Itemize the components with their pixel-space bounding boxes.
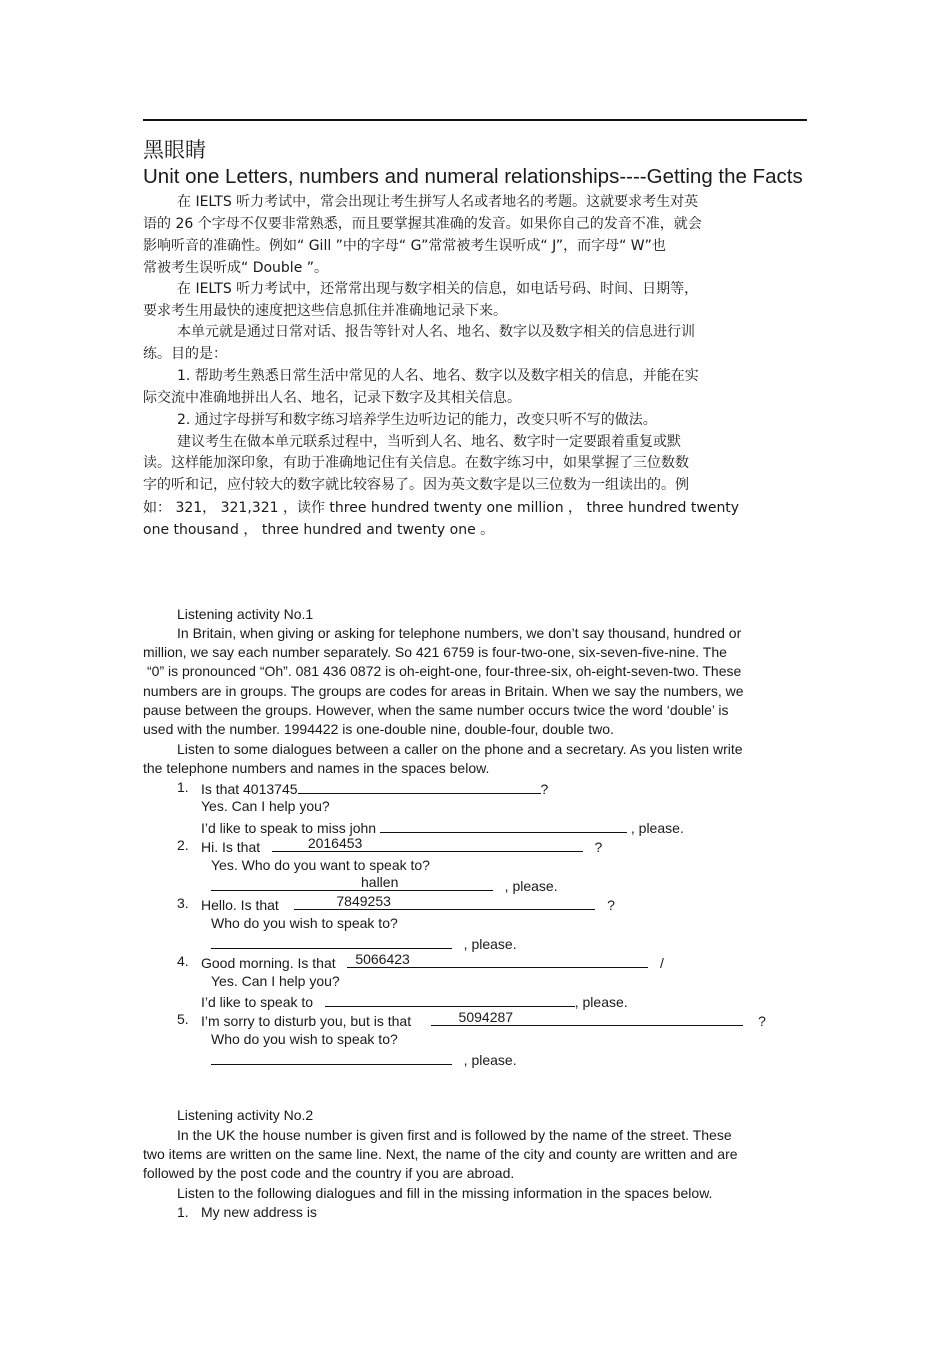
intro-line: 常被考生误听成“ Double ”。 <box>143 260 329 276</box>
intro-line: 练。目的是： <box>143 346 227 362</box>
intro-line: 如： 321， 321,321 ，读作 three hundred twenty one million ， three hundred twenty <box>143 500 740 516</box>
q5-row <box>201 1011 766 1029</box>
intro-line: 2. 通过字母拼写和数字练习培养学生边听边记的能力，改变只听不写的做法。 <box>177 412 657 428</box>
q1-name-blank[interactable] <box>380 818 627 833</box>
activity1-para-line: million, we say each number separately. So 421 6759 is four-two-one, six-seven-five-nine. The <box>143 644 727 660</box>
header-rule <box>143 119 807 121</box>
q1-text: Is that 4013745 <box>201 781 298 797</box>
q1-number: 1. <box>177 779 189 795</box>
activity2-para-line: In the UK the house number is given first and is followed by the name of the street. These <box>177 1127 732 1143</box>
q4-request-text: I’d like to speak to <box>201 994 314 1010</box>
q2-please: , please. <box>504 878 558 894</box>
activity2-para-line: followed by the post code and the country if you are abroad. <box>143 1165 515 1181</box>
activity2-instruction: Listen to the following dialogues and fill in the missing information in the spaces below. <box>177 1185 713 1201</box>
q3-blank[interactable] <box>294 895 595 910</box>
q2-text: Hi. Is that <box>201 839 261 855</box>
activity1-para-line: numbers are in groups. The groups are codes for areas in Britain. When we say the numbers, we <box>143 683 744 699</box>
q1-end: ? <box>540 781 549 797</box>
q5-blank[interactable] <box>431 1011 743 1026</box>
activity1-para-line: pause between the groups. However, when the same number occurs twice the word ‘double’ is <box>143 702 729 718</box>
q5-request <box>211 1050 517 1068</box>
brand-name: 黑眼睛 <box>143 139 206 162</box>
intro-line: 建议考生在做本单元联系过程中，当听到人名、地名、数字时一定要跟着重复或默 <box>177 434 681 450</box>
activity1-para-line: “0” is pronounced “Oh”. 081 436 0872 is oh-eight-one, four-three-six, oh-eight-seven-two. These <box>147 663 742 679</box>
activity1-instruction: Listen to some dialogues between a caller on the phone and a secretary. As you listen write <box>177 741 743 757</box>
intro-line: 影响听音的准确性。例如“ Gill ”中的字母“ G”常常被考生误听成“ J”，而字母“ W”也 <box>143 238 666 254</box>
q3-request <box>211 934 517 952</box>
q3-text: Hello. Is that <box>201 897 279 913</box>
intro-line: one thousand ， three hundred and twenty one 。 <box>143 522 495 538</box>
q2-name-answer: hallen <box>361 874 399 890</box>
activity2-q1-number: 1. <box>177 1204 189 1220</box>
q2-name-blank[interactable] <box>211 876 493 891</box>
q4-row <box>201 953 664 971</box>
q3-name-blank[interactable] <box>211 934 452 949</box>
q3-please: , please. <box>463 936 517 952</box>
q5-name-blank[interactable] <box>211 1050 452 1065</box>
q3-row <box>201 895 615 913</box>
q2-request <box>211 876 558 894</box>
intro-line: 在 IELTS 听力考试中，还常常出现与数字相关的信息，如电话号码、时间、日期等， <box>177 281 699 297</box>
q5-reply: Who do you wish to speak to? <box>211 1031 398 1047</box>
intro-line: 要求考生用最快的速度把这些信息抓住并准确地记录下来。 <box>143 303 507 319</box>
q2-answer: 2016453 <box>307 835 363 851</box>
q5-text: I’m sorry to disturb you, but is that <box>201 1013 412 1029</box>
q2-reply: Yes. Who do you want to speak to? <box>211 857 430 873</box>
page-title: Unit one Letters, numbers and numeral relationships----Getting the Facts <box>143 165 803 188</box>
q4-text: Good morning. Is that <box>201 955 336 971</box>
intro-line: 际交流中准确地拼出人名、地名，记录下数字及其相关信息。 <box>143 390 521 406</box>
q2-row <box>201 837 602 855</box>
q5-answer: 5094287 <box>458 1009 514 1025</box>
q4-answer: 5066423 <box>355 951 410 967</box>
intro-line: 字的听和记，应付较大的数字就比较容易了。因为英文数字是以三位数为一组读出的。例 <box>143 477 689 493</box>
q4-end: / <box>659 955 664 971</box>
activity2-heading: Listening activity No.2 <box>177 1107 314 1123</box>
q4-request <box>201 992 628 1010</box>
q4-please: , please. <box>574 994 628 1010</box>
q5-please: , please. <box>463 1052 517 1068</box>
q5-number: 5. <box>177 1011 189 1027</box>
q1-row <box>201 779 548 797</box>
q4-name-blank[interactable] <box>325 992 575 1007</box>
q1-please: , please. <box>630 820 684 836</box>
q3-reply: Who do you wish to speak to? <box>211 915 398 931</box>
activity1-heading: Listening activity No.1 <box>177 606 314 622</box>
activity1-para-line: In Britain, when giving or asking for telephone numbers, we don’t say thousand, hundred or <box>177 625 742 641</box>
activity2-para-line: two items are written on the same line. Next, the name of the city and county are written and are <box>143 1146 738 1162</box>
q1-request <box>201 818 684 836</box>
q3-answer: 7849253 <box>336 893 391 909</box>
q1-reply: Yes. Can I help you? <box>201 798 330 814</box>
intro-line: 1. 帮助考生熟悉日常生活中常见的人名、地名、数字以及数字相关的信息，并能在实 <box>177 368 699 384</box>
q2-end: ? <box>594 839 603 855</box>
q3-end: ? <box>607 897 615 913</box>
q2-number: 2. <box>177 837 189 853</box>
q2-blank[interactable] <box>272 837 583 852</box>
q1-blank[interactable] <box>298 779 541 794</box>
q1-request-text: I’d like to speak to miss john <box>201 820 377 836</box>
q3-number: 3. <box>177 895 189 911</box>
intro-line: 本单元就是通过日常对话、报告等针对人名、地名、数字以及数字相关的信息进行训 <box>177 324 695 340</box>
activity1-para-line: used with the number. 1994422 is one-double nine, double-four, double two. <box>143 721 614 737</box>
q5-end: ? <box>758 1013 766 1029</box>
intro-line: 读。这样能加深印象，有助于准确地记住有关信息。在数字练习中，如果掌握了三位数数 <box>143 455 689 471</box>
q4-reply: Yes. Can I help you? <box>211 973 340 989</box>
q4-number: 4. <box>177 953 189 969</box>
q4-blank[interactable] <box>347 953 648 968</box>
activity1-instruction: the telephone numbers and names in the spaces below. <box>143 760 490 776</box>
activity2-q1-text: My new address is <box>201 1204 317 1220</box>
intro-line: 语的 26 个字母不仅要非常熟悉，而且要掌握其准确的发音。如果你自己的发音不准，就会 <box>143 216 702 232</box>
intro-line: 在 IELTS 听力考试中，常会出现让考生拼写人名或者地名的考题。这就要求考生对英 <box>177 194 699 210</box>
